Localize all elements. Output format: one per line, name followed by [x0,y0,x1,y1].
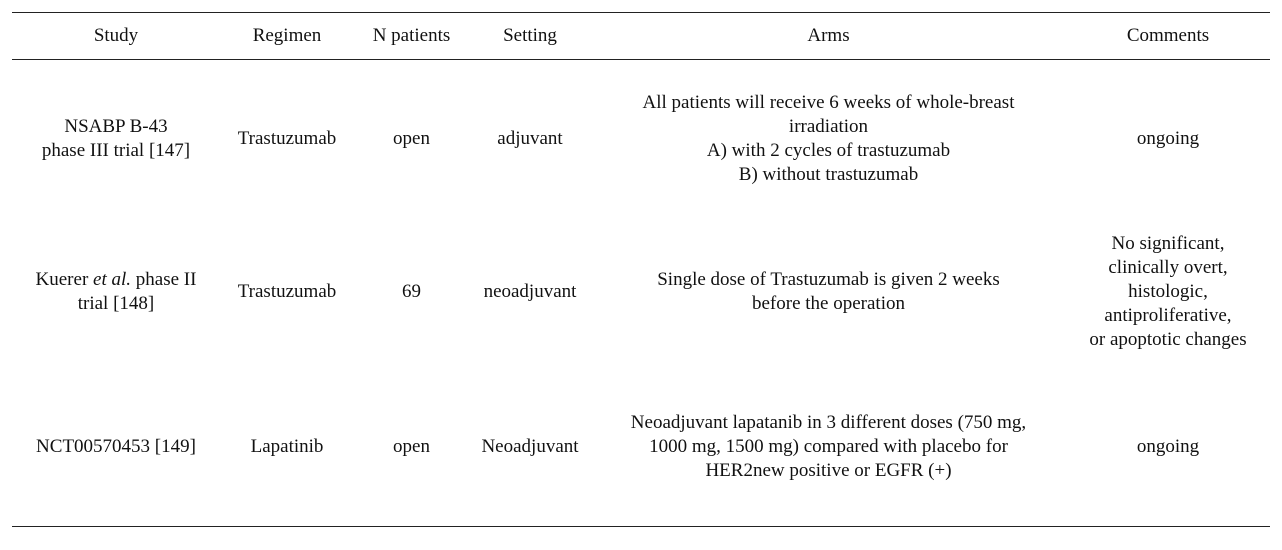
table-row [12,60,1270,218]
header-setting: Setting [469,13,591,60]
comments-line: ongoing [1136,127,1200,149]
study-line: phase III trial [147] [41,139,191,161]
cell-arms [591,367,1066,527]
header-regimen: Regimen [220,13,354,60]
study-line: NCT00570453 [149] [36,435,196,457]
cell-study [12,217,220,367]
study-et-al: et al. [93,269,132,290]
arms-line: 1000 mg, 1500 mg) compared with placebo for [649,435,1008,457]
table-row [12,367,1270,527]
cell-setting: adjuvant [497,127,563,149]
arms-line: B) without trastuzumab [738,163,919,185]
arms-line: HER2new positive or EGFR (+) [705,459,952,481]
comments-line: clinically overt, [1108,257,1228,278]
cell-comments [1066,60,1270,218]
table-row [12,217,1270,367]
study-line: trial [148] [77,293,155,314]
cell-arms [591,60,1066,218]
cell-study [12,367,220,527]
cell-setting: Neoadjuvant [469,367,591,527]
header-comments: Comments [1066,13,1270,60]
comments-line: antiproliferative, [1104,305,1232,326]
arms-line: Single dose of Trastuzumab is given 2 weeks [657,269,1000,290]
arms-line: All patients will receive 6 weeks of whole-breast [642,91,1015,113]
cell-n-patients: 69 [402,281,421,302]
cell-study [12,60,220,218]
header-row [12,13,1270,60]
cell-regimen: Trastuzumab [237,281,337,302]
cell-arms [591,217,1066,367]
cell-setting: neoadjuvant [483,281,577,302]
header-arms: Arms [591,13,1066,60]
arms-line: A) with 2 cycles of trastuzumab [706,139,951,161]
comments-line: histologic, [1128,281,1208,302]
header-study: Study [12,13,220,60]
header-n-patients: N patients [354,13,469,60]
study-phase: phase II [131,269,197,290]
cell-n-patients: open [393,127,430,149]
arms-line: irradiation [788,115,869,137]
comments-line: No significant, [1111,233,1225,254]
cell-n-patients: open [354,367,469,527]
study-line: NSABP B-43 [64,115,168,137]
cell-comments [1066,367,1270,527]
arms-line: Neoadjuvant lapatanib in 3 different doses (750 mg, [630,411,1027,433]
study-author: Kuerer [35,269,94,290]
comments-line: ongoing [1136,435,1200,457]
study-line [14,268,218,292]
arms-line: before the operation [752,293,905,314]
cell-regimen: Lapatinib [220,367,354,527]
clinical-trials-table [12,12,1270,527]
cell-regimen: Trastuzumab [237,127,337,149]
cell-comments [1066,217,1270,367]
comments-line: or apoptotic changes [1089,329,1247,350]
